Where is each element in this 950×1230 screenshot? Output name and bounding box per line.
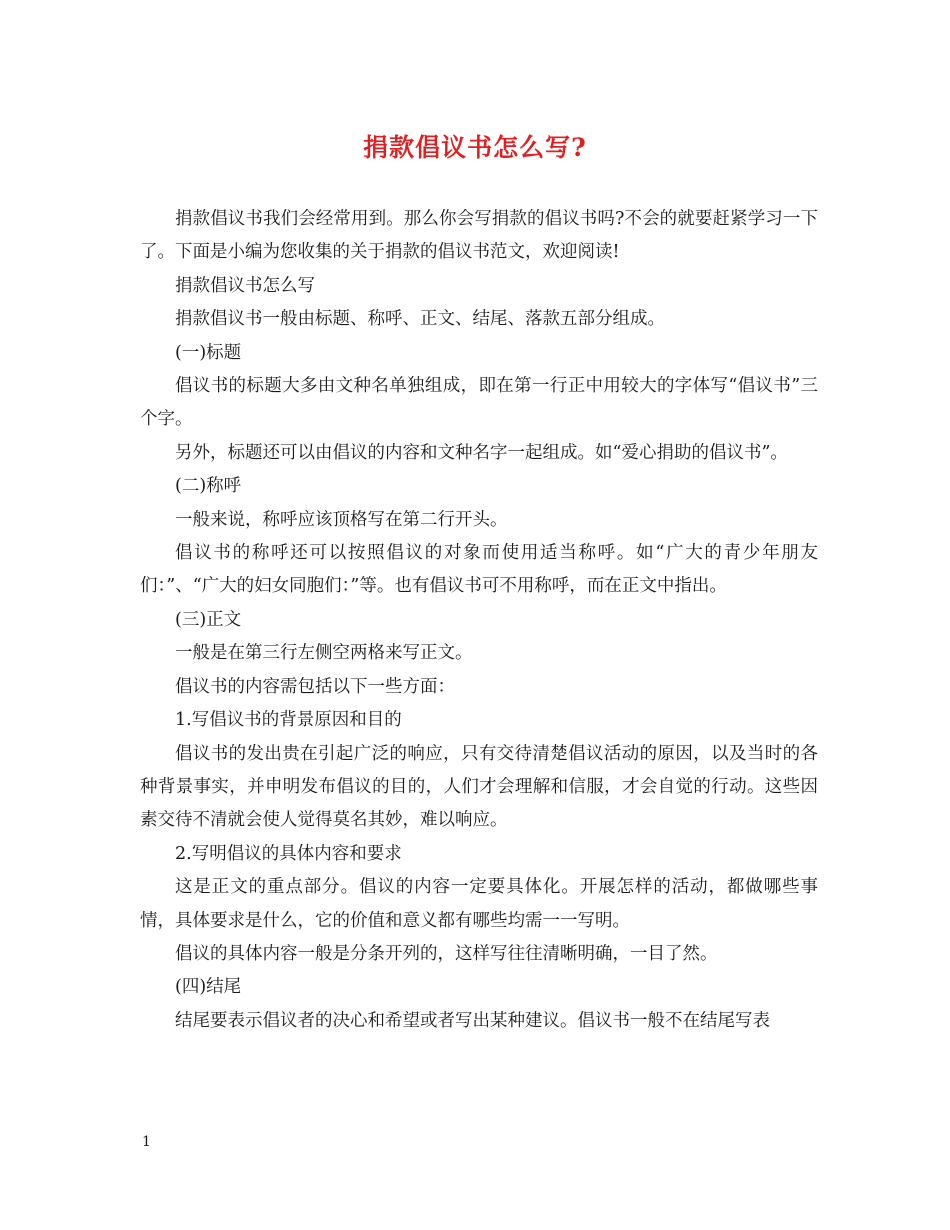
paragraph: 捐款倡议书我们会经常用到。那么你会写捐款的倡议书吗?不会的就要赶紧学习一下了。下面是小编为您收集的关于捐款的倡议书范文，欢迎阅读! bbox=[140, 209, 818, 263]
section-heading: (一)标题 bbox=[175, 342, 242, 363]
subsection-heading: 1.写倡议书的背景原因和目的 bbox=[175, 710, 402, 731]
paragraph: 倡议书的内容需包括以下一些方面： bbox=[175, 676, 455, 697]
paragraph: 倡议书的称呼还可以按照倡议的对象而使用适当称呼。如“广大的青少年朋友们：”、“广大的妇女同胞们：”等。也有倡议书可不用称呼，而在正文中指出。 bbox=[140, 543, 818, 597]
paragraph: 倡议的具体内容一般是分条开列的，这样写往往清晰明确，一目了然。 bbox=[175, 943, 718, 964]
paragraph: 一般是在第三行左侧空两格来写正文。 bbox=[175, 643, 473, 664]
document-title: 捐款倡议书怎么写? bbox=[363, 133, 587, 162]
paragraph: 捐款倡议书怎么写 bbox=[175, 275, 315, 296]
subsection-heading: 2.写明倡议的具体内容和要求 bbox=[175, 843, 402, 864]
paragraph: 结尾要表示倡议者的决心和希望或者写出某种建议。倡议书一般不在结尾写表 bbox=[175, 1010, 770, 1031]
paragraph: 捐款倡议书一般由标题、称呼、正文、结尾、落款五部分组成。 bbox=[175, 309, 665, 330]
paragraph: 倡议书的标题大多由文种名单独组成，即在第一行正中用较大的字体写“倡议书”三个字。 bbox=[140, 376, 818, 430]
section-heading: (四)结尾 bbox=[175, 977, 242, 998]
page-number: 1 bbox=[142, 1134, 151, 1150]
section-heading: (三)正文 bbox=[175, 609, 242, 630]
paragraph: 一般来说，称呼应该顶格写在第二行开头。 bbox=[175, 509, 508, 530]
paragraph: 另外，标题还可以由倡议的内容和文种名字一起组成。如“爱心捐助的倡议书”。 bbox=[175, 442, 788, 463]
document-body bbox=[140, 203, 818, 1038]
paragraph: 倡议书的发出贵在引起广泛的响应，只有交待清楚倡议活动的原因，以及当时的各种背景事实，并申明发布倡议的目的，人们才会理解和信服，才会自觉的行动。这些因素交待不清就会使人觉得莫名其妙，难以响应。 bbox=[140, 743, 818, 831]
paragraph: 这是正文的重点部分。倡议的内容一定要具体化。开展怎样的活动，都做哪些事情，具体要求是什么，它的价值和意义都有哪些均需一一写明。 bbox=[140, 877, 818, 931]
section-heading: (二)称呼 bbox=[175, 476, 242, 497]
